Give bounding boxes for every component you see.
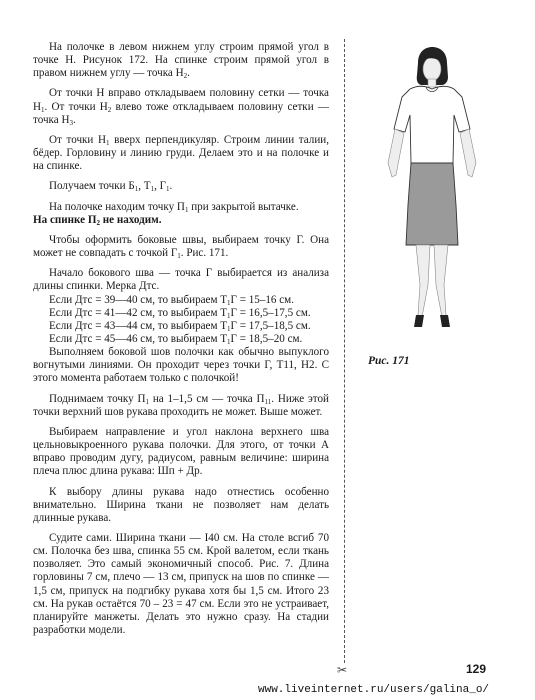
paragraph-4-text-c: , Г (154, 180, 167, 193)
subscript: 1 (184, 205, 189, 214)
paragraph-11: Выбираем направление и угол наклона верхнего шва цельновыкроенного рукава полочки. Для этого, от точки А вправо проводим дугу, радиусом, равным величине: ширина плеча плюс длина рукава: Шп + Др. (33, 425, 329, 478)
paragraph-10-text-c: . Ниже этой точки верхний шов рукава проходить не может. Выше может. (33, 392, 329, 418)
subscript: 1 (145, 397, 150, 406)
subscript: 1 (106, 138, 110, 147)
paragraph-5 (33, 201, 329, 214)
subscript: 1 (177, 252, 181, 261)
paragraph-2-text-a: От точки Н вправо откладываем половину сетки — точка Н (33, 87, 329, 113)
paragraph-7-text-a: Чтобы оформить боковые швы, выбираем точку Г. Она может не совпадать с точкой Г (33, 233, 329, 260)
paragraph-9: Выполняем боковой шов полочки как обычно выпуклого вогнутыми линиями. Он проходит через точки Г, Т11, Н2. С этого момента работаем только с полочкой! (33, 346, 329, 385)
subscript: 2 (107, 105, 112, 114)
subscript: 1 (166, 185, 170, 194)
paragraph-10 (33, 393, 329, 419)
paragraph-2-text-b: . От точки Н (44, 100, 108, 113)
paragraph-4-text-b: , Т (138, 180, 151, 193)
paragraph-5-text-b: при закрытой вытачке. (188, 200, 299, 213)
list-item-text-b: Г = 16,5–17,5 см. (230, 306, 311, 319)
paragraph-12: К выбору длины рукава надо отнестись особенно внимательно. Ширина ткани не позволяет нам делать длинные рукава. (33, 485, 329, 524)
list-item-text-a: Если Дтс = 39—40 см, то выбираем Т (49, 293, 228, 306)
subscript: 1 (134, 185, 139, 194)
paragraph-6-text-b: не находим. (100, 213, 162, 226)
paragraph-6 (33, 214, 329, 227)
figure-caption: Рис. 171 (368, 355, 410, 367)
subscript: 1 (41, 105, 45, 114)
paragraph-3 (33, 134, 329, 173)
page-number: 129 (466, 662, 487, 676)
subscript: 2 (96, 218, 100, 227)
subscript: 2 (183, 72, 188, 81)
paragraph-7-text-b: . Рис. 171. (180, 247, 229, 260)
paragraph-1-text: На полочке в левом нижнем углу строим прямой угол в точке Н. Рисунок 172. На спинке строим прямой угол в правом нижнем углу — точка Н (33, 41, 329, 80)
subscript: 1 (227, 324, 231, 333)
subscript: 1 (227, 337, 231, 346)
list-item-text-b: Г = 15–16 см. (230, 293, 294, 306)
paragraph-2-text-c: влево тоже откладываем половину сетки — точка Н (33, 100, 329, 126)
list-item-text-a: Если Дтс = 41—42 см, то выбираем Т (49, 306, 228, 319)
paragraph-1: На полочке в левом нижнем углу строим прямой угол в точке Н. Рисунок 172. На спинке строим прямой угол в правом нижнем углу — точка $Н_2$. (33, 41, 329, 81)
main-text-column (33, 41, 329, 637)
paragraph-8: Начало бокового шва — точка Г выбирается из анализа длины спинки. Мерка Дтс. (33, 267, 329, 293)
paragraph-6-text-a: На спинке П (33, 213, 97, 226)
paragraph-4: Получаем точки $Б_1$, $Т_1$, $Г_1$. (49, 180, 173, 194)
subscript: 1 (227, 298, 231, 307)
list-item-text-b: Г = 18,5–20 см. (230, 332, 303, 345)
paragraph-10-text-a: Поднимаем точку П (49, 392, 146, 405)
list-item-text-a: Если Дтс = 43—44 см, то выбираем Т (49, 319, 228, 332)
list-item (33, 333, 329, 346)
paragraph-7 (33, 234, 329, 260)
list-item (33, 307, 329, 320)
list-item (33, 320, 329, 333)
list-item-text-a: Если Дтс = 45—46 см, то выбираем Т (49, 332, 228, 345)
fashion-figure-illustration (360, 45, 500, 340)
paragraph-2: От точки Н вправо откладываем половину сетки — точка $Н_1$. От точки $Н_2$ влево тоже откладываем половину сетки — точка $Н_3$. (33, 87, 329, 127)
paragraph-10-text-b: на 1–1,5 см — точка П (149, 392, 265, 405)
list-item (33, 294, 329, 307)
paragraph-4-text-a: Получаем точки Б (49, 180, 135, 193)
scissors-icon: ✂ (337, 663, 348, 677)
subscript: 1 (227, 311, 231, 320)
subscript: 1 (150, 185, 155, 194)
paragraph-3-text-b: вверх перпендикуляр. Строим линии талии, бёдер. Горловину и линию груди. Делаем это и на полочке и на спинке. (33, 133, 329, 173)
subscript: 11 (264, 397, 272, 406)
footer-url[interactable]: www.liveinternet.ru/users/galina_o/ (258, 684, 490, 696)
paragraph-5-text-a: На полочке находим точку П (49, 200, 185, 213)
list-item-text-b: Г = 17,5–18,5 см. (230, 319, 311, 332)
cut-line-divider (344, 39, 345, 663)
paragraph-3-text-a: От точки Н (49, 133, 107, 146)
paragraph-13: Судите сами. Ширина ткани — I40 см. На столе всгиб 70 см. Полочка без шва, спинка 55 см. Крой валетом, если ткань позволяет. Это самый экономичный способ. Рис. 7. Длина горловины 7 см, плечо — 13 см, припуск на шов по спинке — 1,5 см, припуск на подгибку рукава хотя бы 1,5 см. Итого 23 см. На рукав остаётся 70 – 23 = 47 см. Если это не устраивает, планируйте манжеты. Делать это нужно сразу. На стадии разработки модели. (33, 532, 329, 637)
subscript: 3 (69, 118, 73, 127)
